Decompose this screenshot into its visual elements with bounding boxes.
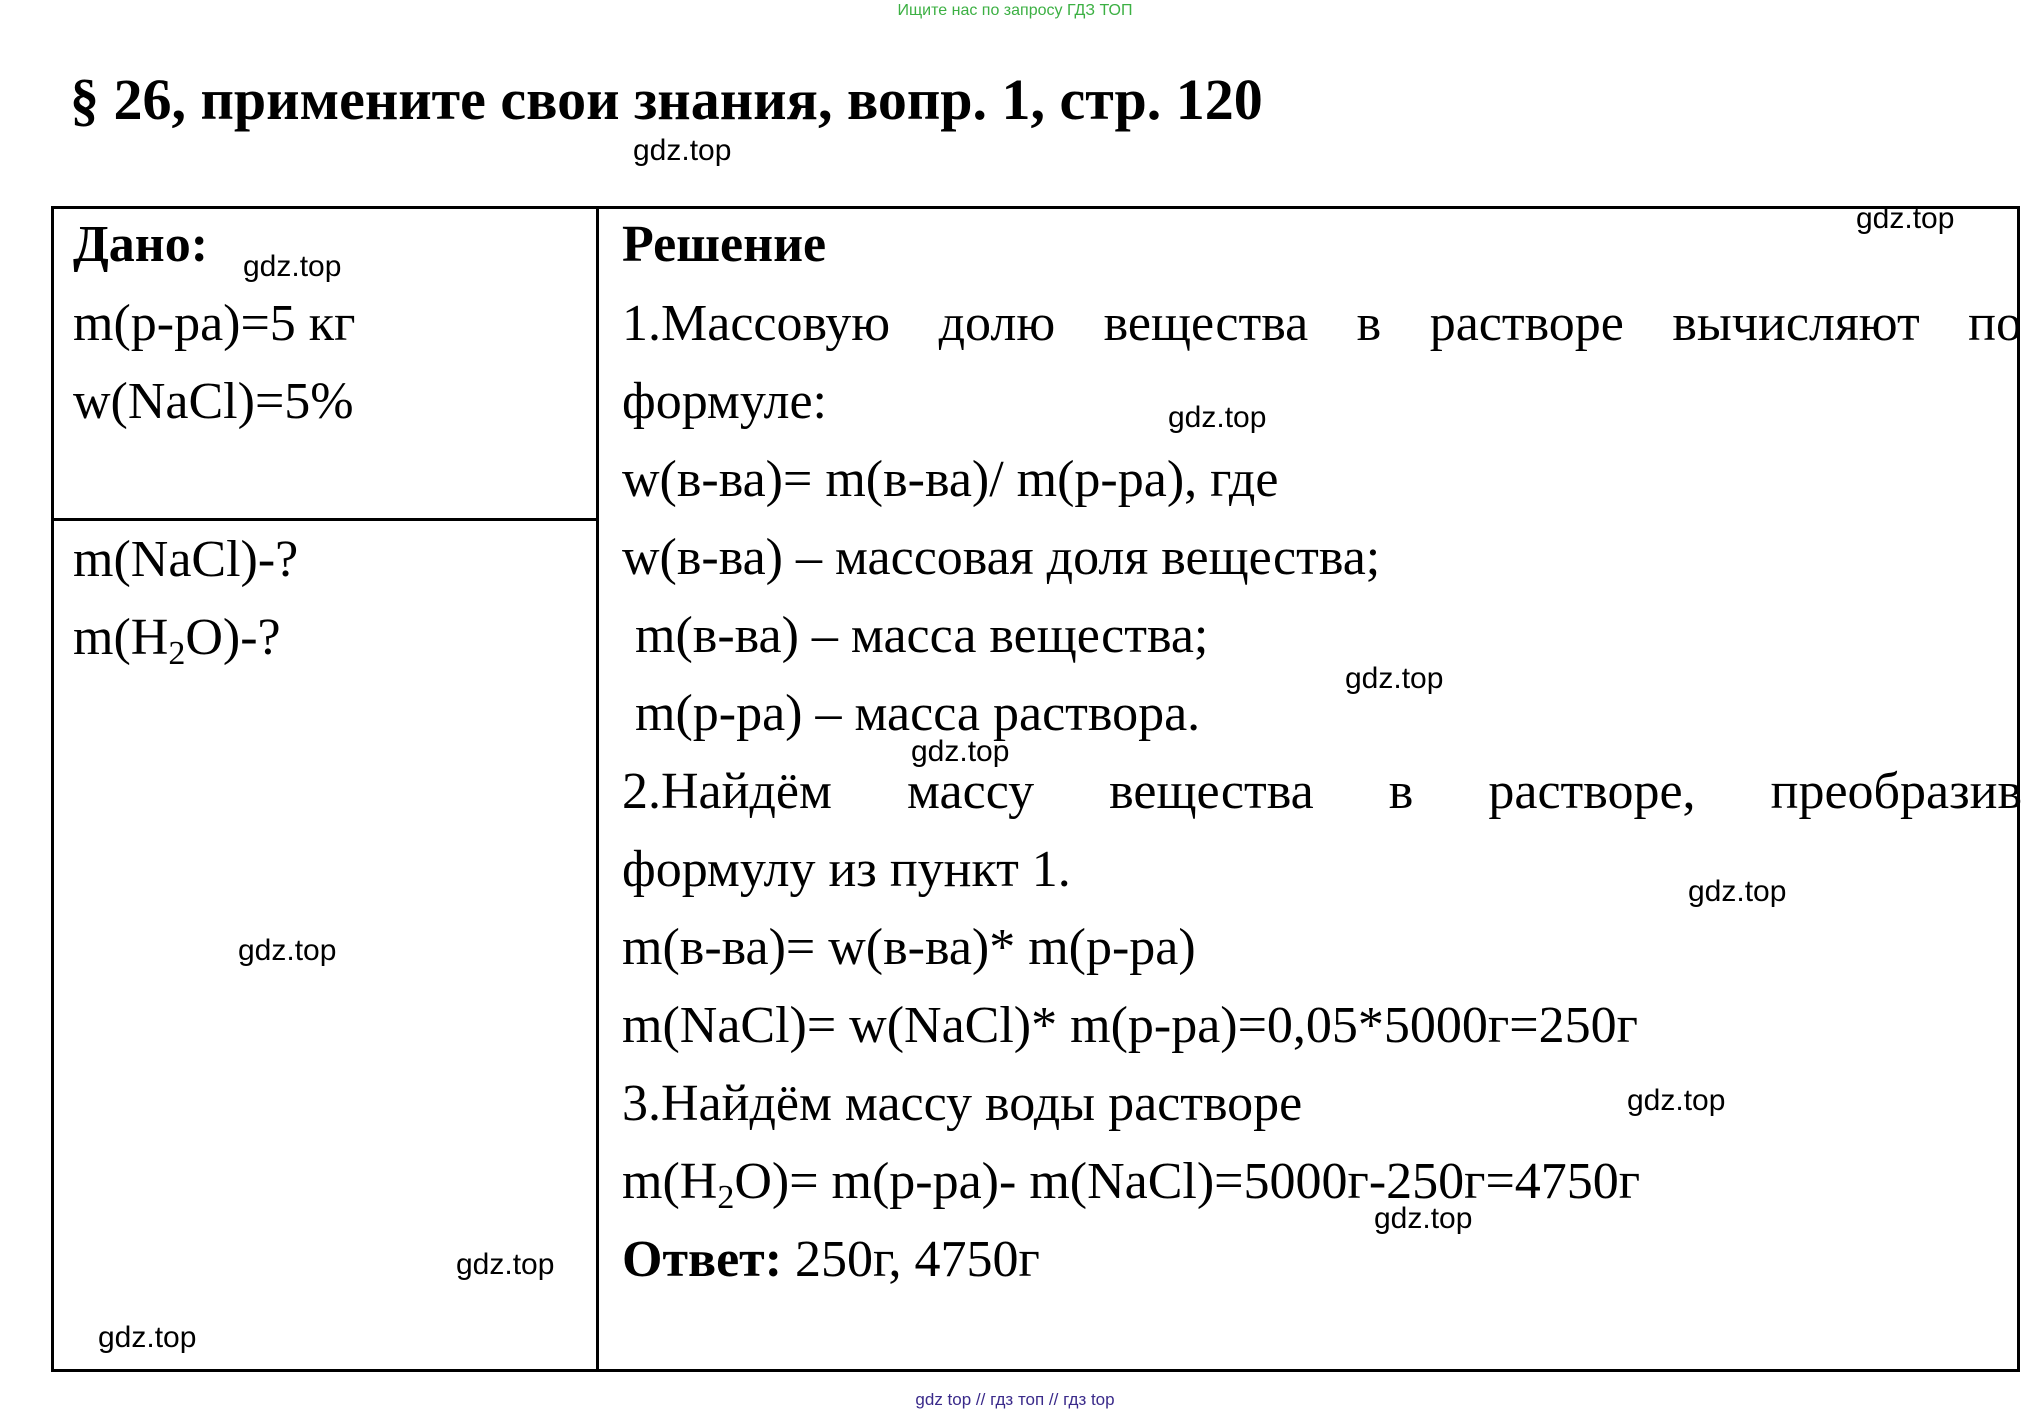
watermark: gdz.top bbox=[911, 735, 1010, 768]
watermark: gdz.top bbox=[1374, 1202, 1473, 1235]
solution-line: $m(H_2O)= m(р-ра)-$ m(NaCl)=5000г-250г=4750г bbox=[622, 1153, 1641, 1216]
solution-line: 2.Найдём массу вещества в растворе, преобразив bbox=[622, 763, 2022, 820]
watermark: gdz.top bbox=[1168, 401, 1267, 434]
top-banner: Ищите нас по запросу ГДЗ ТОП bbox=[897, 2, 1133, 19]
given-line: m(р-ра)=5 кг bbox=[73, 295, 356, 352]
answer-line bbox=[622, 1221, 1040, 1299]
watermark: gdz.top bbox=[456, 1248, 555, 1281]
answer-label: Ответ: bbox=[622, 1231, 783, 1288]
solution-line: m(в-ва) – масса вещества; bbox=[622, 607, 1209, 664]
solution-line: формулу из пункт 1. bbox=[622, 841, 1071, 898]
page-title: § 26, примените свои знания, вопр. 1, стр. 120 bbox=[70, 67, 1263, 132]
watermark: gdz.top bbox=[1856, 202, 1955, 235]
solution-line: 3.Найдём массу воды растворе bbox=[622, 1075, 1303, 1132]
watermark: gdz.top bbox=[1627, 1084, 1726, 1117]
answer-value: 250г, 4750г bbox=[782, 1231, 1040, 1288]
watermark: gdz.top bbox=[1688, 875, 1787, 908]
solution-line: m(в-ва)= w(в-ва)* m(р-ра) bbox=[622, 919, 1196, 976]
watermark: gdz.top bbox=[238, 934, 337, 967]
solution-line: 1.Массовую долю вещества в растворе вычисляют по bbox=[622, 295, 2022, 352]
given-line: w(NaCl)=5% bbox=[73, 373, 354, 430]
solution-line: формуле: bbox=[622, 373, 828, 430]
given-heading: Дано: bbox=[73, 216, 209, 273]
solution-line: w(в-ва) – массовая доля вещества; bbox=[622, 529, 1381, 586]
watermark: gdz.top bbox=[1345, 662, 1444, 695]
solution-line: m(р-ра) – масса раствора. bbox=[622, 685, 1201, 742]
watermark: gdz.top bbox=[98, 1321, 197, 1354]
solution-line: w(в-ва)= m(в-ва)/ m(р-ра), где bbox=[622, 451, 1279, 508]
watermark: gdz.top bbox=[243, 250, 342, 283]
find-line: m(NaCl)-? bbox=[73, 531, 299, 588]
table-column-divider bbox=[596, 206, 599, 1372]
footer: gdz top // гдз топ // гдз top bbox=[915, 1390, 1115, 1409]
find-line: $m(H_2O)-$? bbox=[73, 609, 281, 672]
solution-heading: Решение bbox=[622, 216, 827, 273]
solution-line: m(NaCl)= w(NaCl)* m(р-ра)=0,05*5000г=250г bbox=[622, 997, 1638, 1054]
watermark: gdz.top bbox=[633, 134, 732, 167]
